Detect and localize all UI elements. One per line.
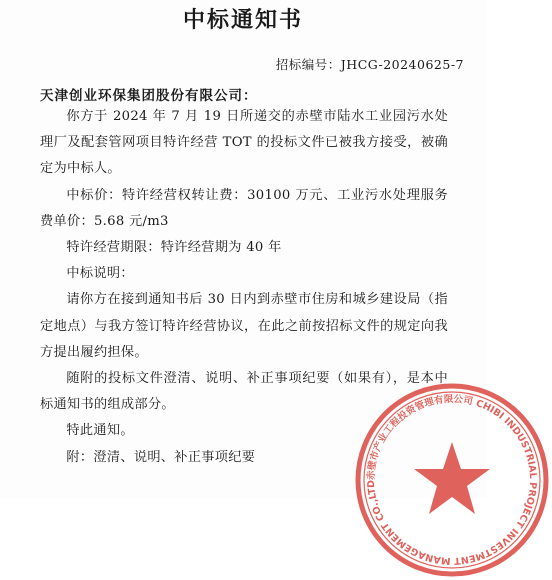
paragraph-acceptance: 你方于 2024 年 7 月 19 日所递交的赤壁市陆水工业园污水处理厂及配套管网项目特许经营 TOT 的投标文件已被我方接受，被确定为中标人。 bbox=[40, 109, 448, 177]
notice-body bbox=[40, 104, 448, 471]
paragraph-notes-heading: 中标说明： bbox=[66, 266, 134, 282]
paragraph-term: 特许经营期限：特许经营期为 40 年 bbox=[66, 240, 282, 256]
seal-ring-text: 赤壁市产业工程投资管理有限公司 CHIBI INDUSTRIAL PROJECT INVESTMENT MANAGEMENT CO.,LTD bbox=[365, 393, 539, 567]
document-title: 中标通知书 bbox=[182, 8, 303, 33]
paragraph-closing: 特此通知。 bbox=[66, 423, 134, 439]
paragraph-attachments: 随附的投标文件澄清、说明、补正事项纪要（如果有），是本中标通知书的组成部分。 bbox=[40, 371, 448, 413]
paragraph-bid-price: 中标价：特许经营权转让费：30100 万元、工业污水处理服务费单价：5.68 元/m3 bbox=[40, 187, 448, 229]
paragraph-contract-signing: 请你方在接到通知书后 30 日内到赤壁市住房和城乡建设局（指定地点）与我方签订特许经营协议，在此之前按招标文件的规定向我方提出履约担保。 bbox=[40, 292, 448, 360]
paragraph-appendix: 附：澄清、说明、补正事项纪要 bbox=[66, 449, 256, 465]
addressee: 天津创业环保集团股份有限公司： bbox=[40, 88, 258, 104]
tender-reference: 招标编号：JHCG-20240625-7 bbox=[275, 57, 464, 72]
